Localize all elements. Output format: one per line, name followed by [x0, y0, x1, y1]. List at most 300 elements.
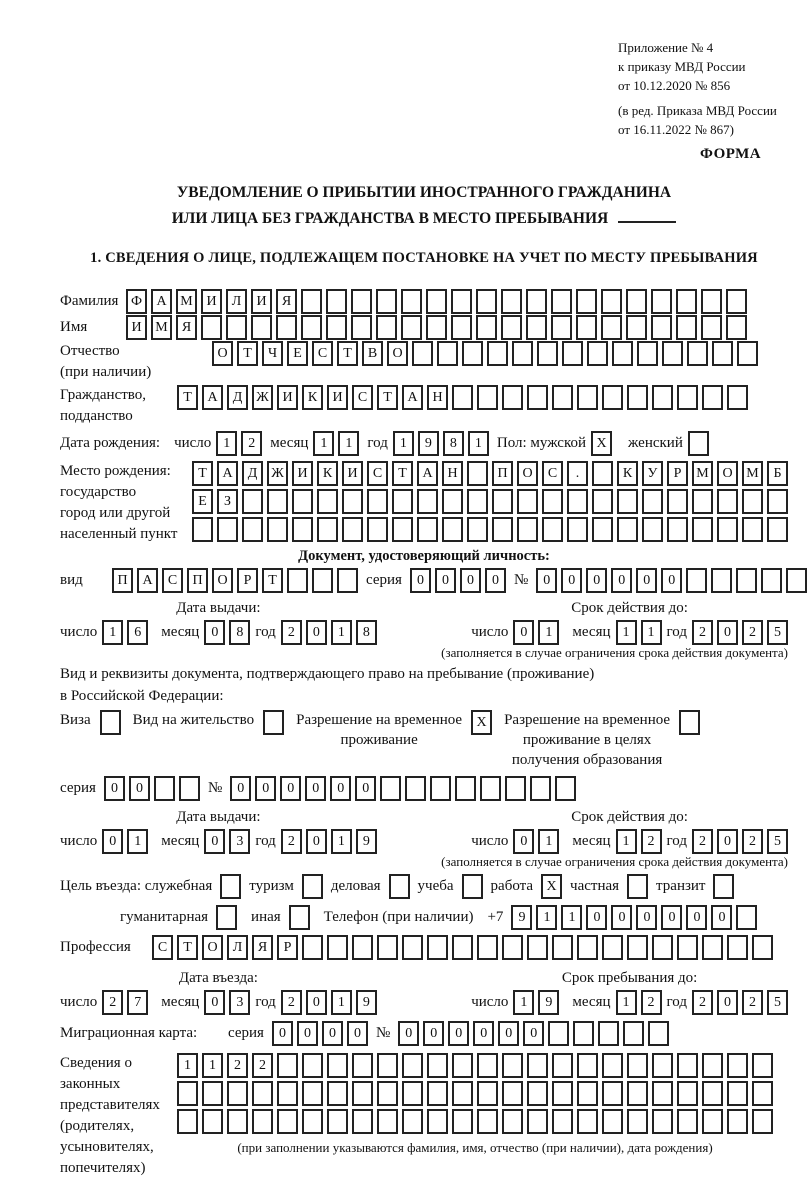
char-box[interactable] — [412, 341, 433, 366]
char-box[interactable]: 0 — [306, 990, 327, 1015]
char-box[interactable]: Я — [176, 315, 197, 340]
char-box[interactable] — [713, 874, 734, 899]
char-box[interactable] — [537, 341, 558, 366]
char-box[interactable] — [401, 315, 422, 340]
char-box[interactable] — [601, 289, 622, 314]
char-box[interactable] — [517, 489, 538, 514]
char-box[interactable]: 6 — [127, 620, 148, 645]
char-box[interactable]: 0 — [586, 568, 607, 593]
char-box[interactable] — [677, 1081, 698, 1106]
char-box[interactable]: Л — [226, 289, 247, 314]
char-box[interactable]: И — [126, 315, 147, 340]
char-box[interactable] — [677, 385, 698, 410]
char-box[interactable]: 0 — [398, 1021, 419, 1046]
char-box[interactable]: 0 — [280, 776, 301, 801]
char-box[interactable]: 9 — [418, 431, 439, 456]
char-box[interactable] — [451, 315, 472, 340]
char-box[interactable]: В — [362, 341, 383, 366]
char-box[interactable]: Т — [377, 385, 398, 410]
char-box[interactable]: Д — [227, 385, 248, 410]
char-box[interactable] — [552, 1081, 573, 1106]
char-box[interactable] — [289, 905, 310, 930]
char-box[interactable] — [177, 1109, 198, 1134]
char-box[interactable]: 1 — [102, 620, 123, 645]
char-box[interactable] — [627, 1053, 648, 1078]
char-box[interactable] — [702, 1053, 723, 1078]
char-box[interactable]: Т — [337, 341, 358, 366]
char-box[interactable]: 0 — [686, 905, 707, 930]
char-box[interactable] — [451, 289, 472, 314]
char-box[interactable] — [679, 710, 700, 735]
char-box[interactable] — [752, 935, 773, 960]
char-box[interactable]: 0 — [104, 776, 125, 801]
char-box[interactable]: И — [292, 461, 313, 486]
char-box[interactable]: Т — [237, 341, 258, 366]
char-box[interactable] — [552, 1053, 573, 1078]
char-box[interactable] — [217, 517, 238, 542]
char-box[interactable] — [573, 1021, 594, 1046]
char-box[interactable] — [312, 568, 333, 593]
char-box[interactable] — [452, 1109, 473, 1134]
char-box[interactable] — [427, 1053, 448, 1078]
char-box[interactable]: 0 — [711, 905, 732, 930]
char-box[interactable] — [562, 341, 583, 366]
char-box[interactable]: Т — [192, 461, 213, 486]
char-box[interactable]: 5 — [767, 620, 788, 645]
char-box[interactable]: 1 — [202, 1053, 223, 1078]
char-box[interactable] — [502, 1053, 523, 1078]
char-box[interactable] — [252, 1109, 273, 1134]
char-box[interactable]: Я — [276, 289, 297, 314]
char-box[interactable]: 9 — [356, 829, 377, 854]
char-box[interactable] — [542, 489, 563, 514]
char-box[interactable] — [301, 289, 322, 314]
char-box[interactable] — [530, 776, 551, 801]
char-box[interactable] — [548, 1021, 569, 1046]
char-box[interactable] — [502, 1081, 523, 1106]
char-box[interactable] — [717, 489, 738, 514]
char-box[interactable] — [301, 315, 322, 340]
char-box[interactable]: 0 — [230, 776, 251, 801]
char-box[interactable] — [201, 315, 222, 340]
char-box[interactable] — [430, 776, 451, 801]
char-box[interactable] — [542, 517, 563, 542]
char-box[interactable]: М — [692, 461, 713, 486]
char-box[interactable]: А — [402, 385, 423, 410]
char-box[interactable]: 0 — [636, 568, 657, 593]
char-box[interactable]: X — [591, 431, 612, 456]
char-box[interactable]: 5 — [767, 829, 788, 854]
char-box[interactable] — [263, 710, 284, 735]
char-box[interactable] — [692, 517, 713, 542]
char-box[interactable]: 1 — [641, 620, 662, 645]
char-box[interactable] — [551, 289, 572, 314]
char-box[interactable] — [417, 489, 438, 514]
char-box[interactable] — [652, 385, 673, 410]
char-box[interactable] — [567, 517, 588, 542]
char-box[interactable]: 0 — [448, 1021, 469, 1046]
char-box[interactable] — [727, 1109, 748, 1134]
char-box[interactable]: 1 — [616, 620, 637, 645]
char-box[interactable]: 1 — [331, 620, 352, 645]
char-box[interactable] — [476, 315, 497, 340]
char-box[interactable] — [302, 1081, 323, 1106]
char-box[interactable]: 0 — [423, 1021, 444, 1046]
char-box[interactable] — [477, 1109, 498, 1134]
char-box[interactable]: С — [152, 935, 173, 960]
char-box[interactable] — [602, 1081, 623, 1106]
char-box[interactable]: 0 — [636, 905, 657, 930]
char-box[interactable]: П — [187, 568, 208, 593]
char-box[interactable] — [502, 385, 523, 410]
char-box[interactable] — [252, 1081, 273, 1106]
char-box[interactable]: О — [212, 341, 233, 366]
char-box[interactable] — [576, 315, 597, 340]
char-box[interactable]: 0 — [322, 1021, 343, 1046]
char-box[interactable]: М — [151, 315, 172, 340]
char-box[interactable] — [552, 385, 573, 410]
char-box[interactable] — [552, 1109, 573, 1134]
char-box[interactable]: У — [642, 461, 663, 486]
char-box[interactable]: Я — [252, 935, 273, 960]
char-box[interactable] — [227, 1081, 248, 1106]
char-box[interactable] — [477, 1053, 498, 1078]
char-box[interactable]: О — [517, 461, 538, 486]
char-box[interactable]: К — [617, 461, 638, 486]
char-box[interactable] — [727, 1053, 748, 1078]
char-box[interactable] — [761, 568, 782, 593]
char-box[interactable]: 8 — [443, 431, 464, 456]
char-box[interactable] — [617, 517, 638, 542]
char-box[interactable] — [505, 776, 526, 801]
char-box[interactable] — [736, 568, 757, 593]
char-box[interactable] — [592, 461, 613, 486]
char-box[interactable] — [617, 489, 638, 514]
char-box[interactable]: 0 — [498, 1021, 519, 1046]
char-box[interactable]: М — [742, 461, 763, 486]
char-box[interactable] — [752, 1081, 773, 1106]
char-box[interactable]: 0 — [661, 905, 682, 930]
char-box[interactable]: 0 — [204, 829, 225, 854]
char-box[interactable]: А — [137, 568, 158, 593]
char-box[interactable]: 0 — [536, 568, 557, 593]
char-box[interactable] — [652, 1109, 673, 1134]
char-box[interactable]: 0 — [272, 1021, 293, 1046]
char-box[interactable] — [727, 1081, 748, 1106]
char-box[interactable] — [462, 341, 483, 366]
char-box[interactable] — [467, 489, 488, 514]
char-box[interactable] — [367, 489, 388, 514]
char-box[interactable] — [626, 315, 647, 340]
char-box[interactable] — [701, 289, 722, 314]
char-box[interactable]: О — [717, 461, 738, 486]
char-box[interactable] — [327, 1081, 348, 1106]
char-box[interactable]: 2 — [281, 620, 302, 645]
char-box[interactable]: 0 — [485, 568, 506, 593]
char-box[interactable] — [652, 935, 673, 960]
char-box[interactable]: 2 — [241, 431, 262, 456]
char-box[interactable] — [767, 517, 788, 542]
char-box[interactable] — [216, 905, 237, 930]
char-box[interactable]: 2 — [102, 990, 123, 1015]
char-box[interactable]: 2 — [281, 829, 302, 854]
char-box[interactable]: X — [541, 874, 562, 899]
char-box[interactable]: 0 — [347, 1021, 368, 1046]
char-box[interactable] — [527, 1081, 548, 1106]
char-box[interactable] — [376, 289, 397, 314]
char-box[interactable] — [417, 517, 438, 542]
char-box[interactable]: 0 — [561, 568, 582, 593]
char-box[interactable]: И — [277, 385, 298, 410]
char-box[interactable]: 0 — [717, 829, 738, 854]
char-box[interactable]: 0 — [435, 568, 456, 593]
char-box[interactable] — [277, 1081, 298, 1106]
char-box[interactable]: 1 — [393, 431, 414, 456]
char-box[interactable]: 5 — [767, 990, 788, 1015]
char-box[interactable] — [376, 315, 397, 340]
char-box[interactable] — [402, 1109, 423, 1134]
char-box[interactable]: Т — [262, 568, 283, 593]
char-box[interactable] — [526, 289, 547, 314]
char-box[interactable] — [242, 517, 263, 542]
char-box[interactable] — [662, 341, 683, 366]
char-box[interactable]: 0 — [297, 1021, 318, 1046]
char-box[interactable] — [389, 874, 410, 899]
char-box[interactable] — [442, 517, 463, 542]
char-box[interactable] — [342, 489, 363, 514]
char-box[interactable] — [577, 935, 598, 960]
char-box[interactable] — [292, 489, 313, 514]
char-box[interactable] — [192, 517, 213, 542]
char-box[interactable]: 7 — [127, 990, 148, 1015]
char-box[interactable]: 0 — [330, 776, 351, 801]
char-box[interactable] — [402, 935, 423, 960]
char-box[interactable] — [227, 1109, 248, 1134]
char-box[interactable] — [487, 341, 508, 366]
char-box[interactable] — [392, 517, 413, 542]
char-box[interactable]: 1 — [127, 829, 148, 854]
char-box[interactable] — [555, 776, 576, 801]
char-box[interactable] — [727, 935, 748, 960]
char-box[interactable]: 1 — [513, 990, 534, 1015]
char-box[interactable]: 1 — [536, 905, 557, 930]
char-box[interactable]: А — [217, 461, 238, 486]
char-box[interactable] — [577, 1109, 598, 1134]
char-box[interactable]: 9 — [538, 990, 559, 1015]
char-box[interactable] — [598, 1021, 619, 1046]
char-box[interactable] — [577, 1081, 598, 1106]
char-box[interactable] — [202, 1081, 223, 1106]
char-box[interactable] — [527, 1053, 548, 1078]
char-box[interactable] — [501, 315, 522, 340]
char-box[interactable] — [612, 341, 633, 366]
char-box[interactable] — [267, 517, 288, 542]
char-box[interactable] — [527, 1109, 548, 1134]
char-box[interactable]: 1 — [538, 829, 559, 854]
char-box[interactable]: И — [327, 385, 348, 410]
char-box[interactable] — [712, 341, 733, 366]
char-box[interactable]: 0 — [355, 776, 376, 801]
char-box[interactable] — [502, 1109, 523, 1134]
char-box[interactable] — [567, 489, 588, 514]
char-box[interactable] — [702, 1109, 723, 1134]
char-box[interactable] — [737, 341, 758, 366]
char-box[interactable] — [302, 874, 323, 899]
char-box[interactable] — [276, 315, 297, 340]
char-box[interactable] — [627, 1109, 648, 1134]
char-box[interactable] — [392, 489, 413, 514]
char-box[interactable] — [623, 1021, 644, 1046]
char-box[interactable] — [602, 1053, 623, 1078]
char-box[interactable] — [502, 935, 523, 960]
char-box[interactable]: 0 — [513, 829, 534, 854]
char-box[interactable]: 1 — [331, 990, 352, 1015]
char-box[interactable] — [462, 874, 483, 899]
char-box[interactable] — [302, 1109, 323, 1134]
char-box[interactable]: 1 — [216, 431, 237, 456]
char-box[interactable]: 2 — [692, 620, 713, 645]
char-box[interactable]: С — [542, 461, 563, 486]
char-box[interactable] — [267, 489, 288, 514]
char-box[interactable]: 1 — [616, 990, 637, 1015]
char-box[interactable] — [302, 1053, 323, 1078]
char-box[interactable] — [627, 874, 648, 899]
char-box[interactable]: С — [312, 341, 333, 366]
char-box[interactable] — [577, 385, 598, 410]
char-box[interactable]: Р — [667, 461, 688, 486]
char-box[interactable] — [752, 1053, 773, 1078]
char-box[interactable]: 2 — [252, 1053, 273, 1078]
char-box[interactable] — [467, 461, 488, 486]
char-box[interactable] — [154, 776, 175, 801]
char-box[interactable] — [467, 517, 488, 542]
char-box[interactable] — [602, 1109, 623, 1134]
char-box[interactable]: 0 — [661, 568, 682, 593]
char-box[interactable]: 2 — [281, 990, 302, 1015]
char-box[interactable] — [317, 517, 338, 542]
char-box[interactable]: 0 — [102, 829, 123, 854]
char-box[interactable]: 2 — [227, 1053, 248, 1078]
char-box[interactable] — [651, 289, 672, 314]
char-box[interactable]: Д — [242, 461, 263, 486]
char-box[interactable] — [477, 1081, 498, 1106]
char-box[interactable] — [402, 1053, 423, 1078]
char-box[interactable] — [667, 489, 688, 514]
char-box[interactable]: 0 — [255, 776, 276, 801]
char-box[interactable] — [677, 1053, 698, 1078]
char-box[interactable]: А — [417, 461, 438, 486]
char-box[interactable]: 3 — [229, 990, 250, 1015]
char-box[interactable]: Т — [177, 385, 198, 410]
char-box[interactable] — [377, 1109, 398, 1134]
char-box[interactable]: 2 — [742, 620, 763, 645]
char-box[interactable]: 0 — [473, 1021, 494, 1046]
char-box[interactable] — [342, 517, 363, 542]
char-box[interactable] — [726, 315, 747, 340]
char-box[interactable] — [476, 289, 497, 314]
char-box[interactable] — [648, 1021, 669, 1046]
char-box[interactable] — [702, 1081, 723, 1106]
char-box[interactable]: Р — [237, 568, 258, 593]
char-box[interactable] — [627, 385, 648, 410]
char-box[interactable] — [742, 489, 763, 514]
char-box[interactable] — [367, 517, 388, 542]
char-box[interactable]: 0 — [611, 905, 632, 930]
char-box[interactable] — [717, 517, 738, 542]
char-box[interactable]: И — [251, 289, 272, 314]
char-box[interactable] — [277, 1053, 298, 1078]
char-box[interactable]: М — [176, 289, 197, 314]
char-box[interactable] — [526, 315, 547, 340]
char-box[interactable]: А — [151, 289, 172, 314]
char-box[interactable] — [277, 1109, 298, 1134]
char-box[interactable] — [687, 341, 708, 366]
char-box[interactable] — [602, 935, 623, 960]
char-box[interactable] — [452, 385, 473, 410]
char-box[interactable]: 0 — [305, 776, 326, 801]
char-box[interactable] — [552, 935, 573, 960]
char-box[interactable] — [352, 1081, 373, 1106]
char-box[interactable] — [401, 289, 422, 314]
char-box[interactable]: С — [162, 568, 183, 593]
char-box[interactable] — [702, 385, 723, 410]
char-box[interactable]: Ф — [126, 289, 147, 314]
char-box[interactable] — [427, 1109, 448, 1134]
char-box[interactable]: 9 — [511, 905, 532, 930]
char-box[interactable] — [202, 1109, 223, 1134]
char-box[interactable]: 2 — [641, 829, 662, 854]
char-box[interactable] — [427, 935, 448, 960]
char-box[interactable]: З — [217, 489, 238, 514]
char-box[interactable]: . — [567, 461, 588, 486]
char-box[interactable] — [405, 776, 426, 801]
char-box[interactable] — [517, 517, 538, 542]
char-box[interactable] — [337, 568, 358, 593]
char-box[interactable]: Т — [177, 935, 198, 960]
char-box[interactable] — [352, 935, 373, 960]
char-box[interactable] — [767, 489, 788, 514]
char-box[interactable] — [352, 1109, 373, 1134]
char-box[interactable]: 1 — [331, 829, 352, 854]
char-box[interactable]: 0 — [513, 620, 534, 645]
char-box[interactable] — [327, 935, 348, 960]
char-box[interactable]: Е — [192, 489, 213, 514]
char-box[interactable]: Е — [287, 341, 308, 366]
char-box[interactable]: 0 — [129, 776, 150, 801]
char-box[interactable] — [637, 341, 658, 366]
char-box[interactable]: С — [352, 385, 373, 410]
char-box[interactable] — [220, 874, 241, 899]
char-box[interactable] — [437, 341, 458, 366]
char-box[interactable]: 0 — [410, 568, 431, 593]
char-box[interactable] — [688, 431, 709, 456]
char-box[interactable]: 0 — [306, 620, 327, 645]
char-box[interactable] — [642, 489, 663, 514]
char-box[interactable] — [626, 289, 647, 314]
char-box[interactable] — [686, 568, 707, 593]
char-box[interactable]: 0 — [717, 620, 738, 645]
char-box[interactable]: 2 — [742, 990, 763, 1015]
char-box[interactable] — [652, 1053, 673, 1078]
char-box[interactable] — [251, 315, 272, 340]
char-box[interactable] — [326, 315, 347, 340]
char-box[interactable] — [602, 385, 623, 410]
char-box[interactable]: К — [317, 461, 338, 486]
char-box[interactable]: П — [112, 568, 133, 593]
char-box[interactable]: X — [471, 710, 492, 735]
char-box[interactable] — [627, 1081, 648, 1106]
char-box[interactable] — [351, 289, 372, 314]
